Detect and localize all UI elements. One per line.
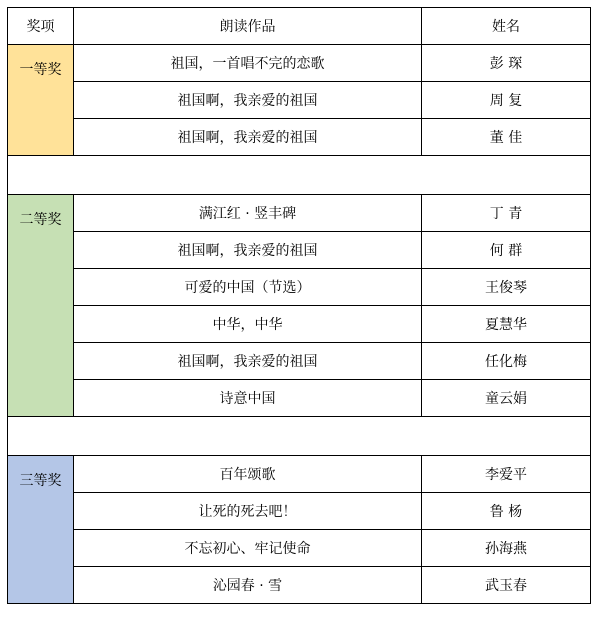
name-cell: 彭 琛: [422, 45, 591, 82]
header-row: [8, 8, 591, 45]
spacer-cell: [8, 417, 591, 456]
table-row: [8, 306, 591, 343]
award-cell-second: 二等奖: [8, 195, 74, 417]
name-cell: 丁 青: [422, 195, 591, 232]
table-row: [8, 380, 591, 417]
table-row: [8, 456, 591, 493]
work-cell: 祖国，一首唱不完的恋歌: [74, 45, 422, 82]
spacer-row: [8, 417, 591, 456]
name-cell: 何 群: [422, 232, 591, 269]
table-row: [8, 567, 591, 604]
table-row: [8, 232, 591, 269]
work-cell: 沁园春 · 雪: [74, 567, 422, 604]
work-cell: 满江红 · 竖丰碑: [74, 195, 422, 232]
name-cell: 鲁 杨: [422, 493, 591, 530]
work-cell: 诗意中国: [74, 380, 422, 417]
name-cell: 周 复: [422, 82, 591, 119]
award-cell-third: 三等奖: [8, 456, 74, 604]
table-row: [8, 343, 591, 380]
work-cell: 祖国啊，我亲爱的祖国: [74, 82, 422, 119]
name-cell: 李爱平: [422, 456, 591, 493]
header-award: 奖项: [8, 8, 74, 45]
name-cell: 王俊琴: [422, 269, 591, 306]
name-cell: 孙海燕: [422, 530, 591, 567]
header-name: 姓名: [422, 8, 591, 45]
work-cell: 中华，中华: [74, 306, 422, 343]
work-cell: 百年颂歌: [74, 456, 422, 493]
name-cell: 武玉春: [422, 567, 591, 604]
table-row: [8, 493, 591, 530]
name-cell: 童云娟: [422, 380, 591, 417]
work-cell: 祖国啊，我亲爱的祖国: [74, 119, 422, 156]
awards-table: [7, 7, 591, 604]
table-row: [8, 195, 591, 232]
table-row: [8, 269, 591, 306]
work-cell: 祖国啊，我亲爱的祖国: [74, 232, 422, 269]
name-cell: 任化梅: [422, 343, 591, 380]
spacer-row: [8, 156, 591, 195]
table-row: [8, 82, 591, 119]
name-cell: 董 佳: [422, 119, 591, 156]
award-cell-first: 一等奖: [8, 45, 74, 156]
work-cell: 让死的死去吧！: [74, 493, 422, 530]
table-row: [8, 530, 591, 567]
spacer-cell: [8, 156, 591, 195]
work-cell: 祖国啊，我亲爱的祖国: [74, 343, 422, 380]
work-cell: 可爱的中国（节选）: [74, 269, 422, 306]
table-row: [8, 45, 591, 82]
work-cell: 不忘初心、牢记使命: [74, 530, 422, 567]
table-row: [8, 119, 591, 156]
header-work: 朗读作品: [74, 8, 422, 45]
name-cell: 夏慧华: [422, 306, 591, 343]
